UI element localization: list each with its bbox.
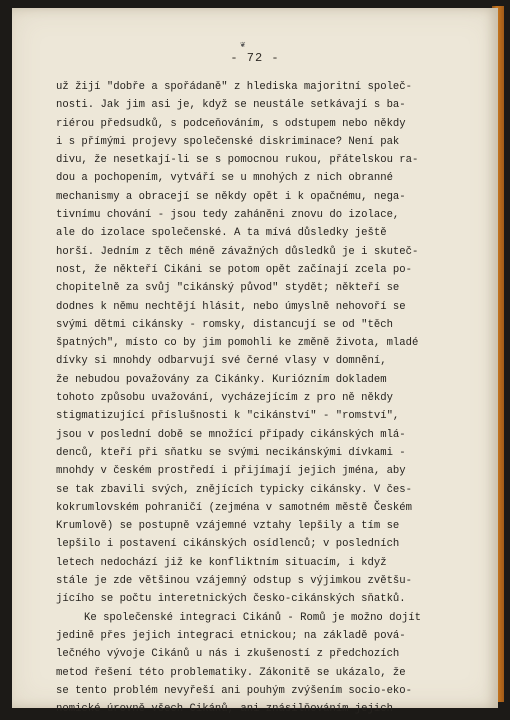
text-line: že nebudou považovány za Cikánky. Kuriózním dokladem <box>56 373 387 386</box>
text-line: nosti. Jak jim asi je, když se neustále setkávají s ba- <box>56 99 406 112</box>
text-line: jedině přes jejich integraci etnickou; na základě pová- <box>56 629 406 642</box>
text-line: denců, kteří při sňatku se svými necikánskými dívkami - <box>56 446 406 459</box>
text-line: se tento problém nevyřeší ani pouhým zvýšením socio-eko- <box>56 684 413 697</box>
text-line: tivnímu chování - jsou tedy zaháněni znovu do izolace, <box>56 209 400 222</box>
text-line: mechanismy a obracejí se někdy opět i k opačnému, nega- <box>56 190 406 203</box>
text-line: špatných", místo co by jim pomohli ke změně života, mladé <box>56 337 419 350</box>
text-line: jícího se počtu interetnických česko-cikánských sňatků. <box>56 593 406 606</box>
text-line: chopitelně za svůj "cikánský původ" stydět; někteří se <box>56 282 400 295</box>
text-line: mnohdy v českém prostředí i přijímají jejich jména, aby <box>56 465 406 478</box>
text-line: tohoto způsobu uvažování, vycházejícím z pro ně někdy <box>56 392 393 405</box>
text-line: dívky si mnohdy odbarvují své černé vlasy v domnění, <box>56 355 387 368</box>
body-text <box>56 78 476 718</box>
text-line: už žijí "dobře a spořádaně" z hlediska majoritní společ- <box>56 81 413 93</box>
document-page <box>12 8 498 716</box>
paragraph-start-line: Ke společenské integraci Cikánů - Romů je možno dojít <box>84 611 421 624</box>
text-line: divu, že nesetkají-li se s pomocnou rukou, přátelskou ra- <box>56 154 419 167</box>
page-mark: ❦ <box>240 40 246 50</box>
text-line: lečného vývoje Cikánů u nás i zkušeností z předchozích <box>56 648 400 661</box>
text-line: stále je zde většinou vzájemný odstup s výjimkou zvětšu- <box>56 575 413 588</box>
text-line: metod řešení této problematiky. Zákonitě se ukázalo, že <box>56 666 406 679</box>
text-line: Krumlově) se postupně vzájemné vztahy lepšily a tím se <box>56 520 400 533</box>
text-line: ale do izolace společenské. A ta mívá důsledky ještě <box>56 227 387 240</box>
text-line: dou a pochopením, vytváří se u mnohých z nich obranné <box>56 172 393 185</box>
text-line: dodnes k němu nechtějí hlásit, nebo úmyslně nehovoří se <box>56 300 406 313</box>
text-line: lepšilo i postavení cikánských osídlenců; v posledních <box>56 538 400 551</box>
text-line: nomické úrovně všech Cikánů, ani znásilňováním jejich <box>56 703 393 716</box>
text-line: jsou v poslední době se množící případy cikánských mlá- <box>56 428 406 441</box>
text-line: letech nedochází již ke konfliktním situacím, i když <box>56 556 387 569</box>
text-line: svými dětmi cikánsky - romsky, distancují se od "těch <box>56 318 393 331</box>
text-line: kokrumlovském pohraničí (zejména v samotném městě Českém <box>56 501 413 514</box>
text-line: riérou předsudků, s podceňováním, s odstupem nebo někdy <box>56 117 406 130</box>
page-number: - 72 - <box>230 51 280 65</box>
text-line: nost, že někteří Cikáni se potom opět začínají zcela po- <box>56 263 413 276</box>
text-line: horší. Jedním z těch méně závažných důsledků je i skuteč- <box>56 245 419 258</box>
text-line: se tak zbavili svých, znějících typicky cikánsky. V čes- <box>56 483 413 496</box>
text-line: i s přímými projevy společenské diskriminace? Není pak <box>56 135 400 148</box>
text-line: stigmatizující příslušnosti k "cikánství" - "romství", <box>56 410 400 423</box>
